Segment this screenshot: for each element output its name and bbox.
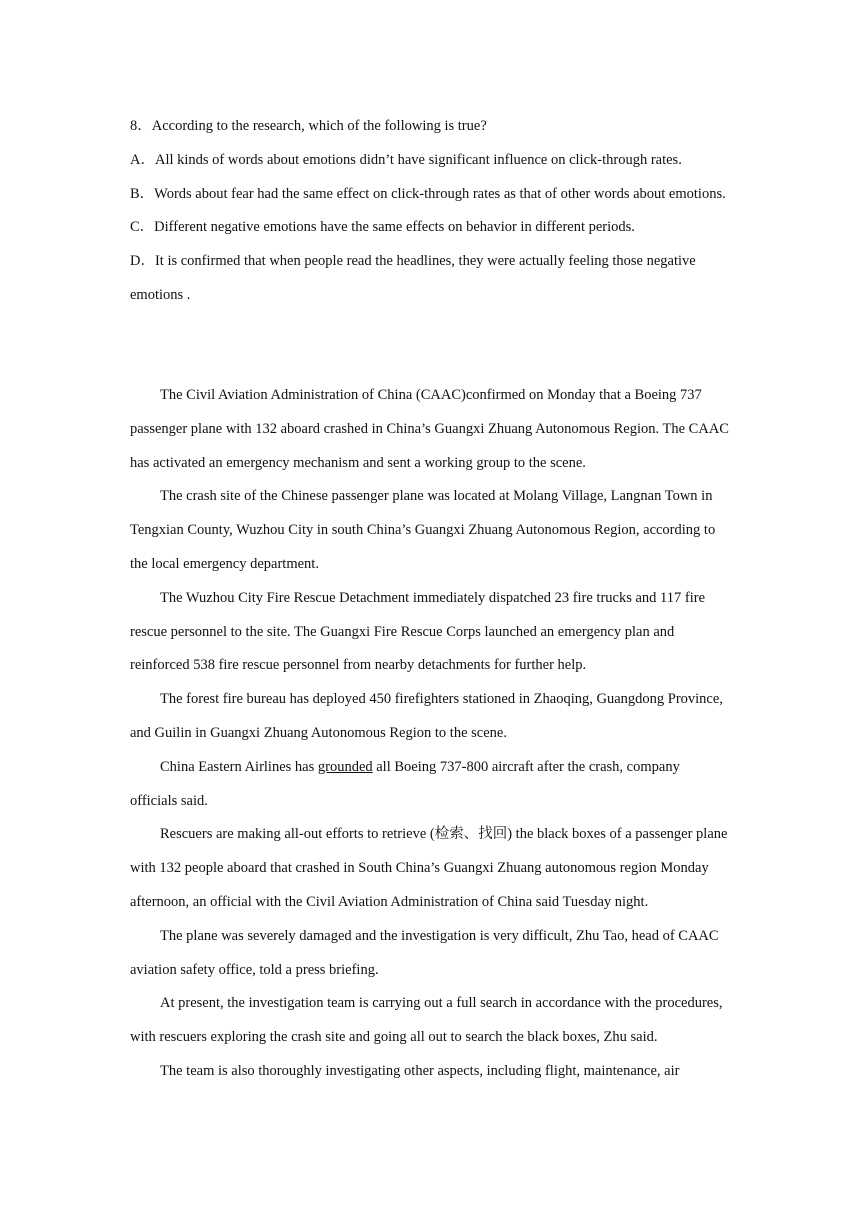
question-8 — [130, 110, 730, 313]
paragraph-1: The Civil Aviation Administration of China (CAAC)confirmed on Monday that a Boeing 737 passenger plane with 132 aboard crashed in China’s Guangxi Zhuang Autonomous Region. The CAAC has activated an emergency mechanism and sent a working group to the scene. — [130, 387, 729, 471]
paragraph-7: The plane was severely damaged and the investigation is very difficult, Zhu Tao, head of CAAC aviation safety office, told a press briefing. — [130, 927, 719, 978]
paragraph-2: The crash site of the Chinese passenger plane was located at Molang Village, Langnan Town in Tengxian County, Wuzhou City in south China’s Guangxi Zhuang Autonomous Region, according to the local emergency department. — [130, 488, 716, 572]
paragraph-8: At present, the investigation team is carrying out a full search in accordance with the procedures, with rescuers exploring the crash site and going all out to search the black boxes, Zhu said. — [130, 995, 723, 1046]
reading-passage — [130, 379, 730, 1089]
paragraph-4: The forest fire bureau has deployed 450 firefighters stationed in Zhaoqing, Guangdong Province, and Guilin in Guangxi Zhuang Autonomous Region to the scene. — [130, 691, 723, 741]
option-b: B．Words about fear had the same effect on click-through rates as that of other words about emotions. — [130, 185, 726, 202]
underlined-word-grounded: grounded — [317, 758, 373, 775]
paragraph-3: The Wuzhou City Fire Rescue Detachment immediately dispatched 23 fire trucks and 117 fire rescue personnel to the site. The Guangxi Fire Rescue Corps launched an emergency plan and reinforced 538 fire rescue personnel from nearby detachments for further help. — [130, 589, 706, 674]
option-a: A．All kinds of words about emotions didn’t have significant influence on click-through rates. — [130, 151, 682, 168]
option-c: C．Different negative emotions have the same effects on behavior in different periods. — [130, 219, 635, 236]
paragraph-5-end: all Boeing 737-800 aircraft after the crash, company officials said. — [130, 758, 680, 809]
question-stem: 8．According to the research, which of the following is true? — [130, 118, 487, 134]
paragraph-6: Rescuers are making all-out efforts to retrieve (检索、找回) the black boxes of a passenger plane with 132 people aboard that crashed in South China’s Guangxi Zhuang autonomous region Monday afternoon, an official with the Civil Aviation Administration of China said Tuesday night. — [130, 826, 728, 910]
paragraph-5 — [130, 751, 730, 819]
option-d: D．It is confirmed that when people read the headlines, they were actually feeling those negative emotions . — [130, 253, 696, 303]
paragraph-9: The team is also thoroughly investigating other aspects, including flight, maintenance, air — [160, 1062, 680, 1079]
paragraph-5-start: China Eastern Airlines has — [160, 758, 318, 775]
